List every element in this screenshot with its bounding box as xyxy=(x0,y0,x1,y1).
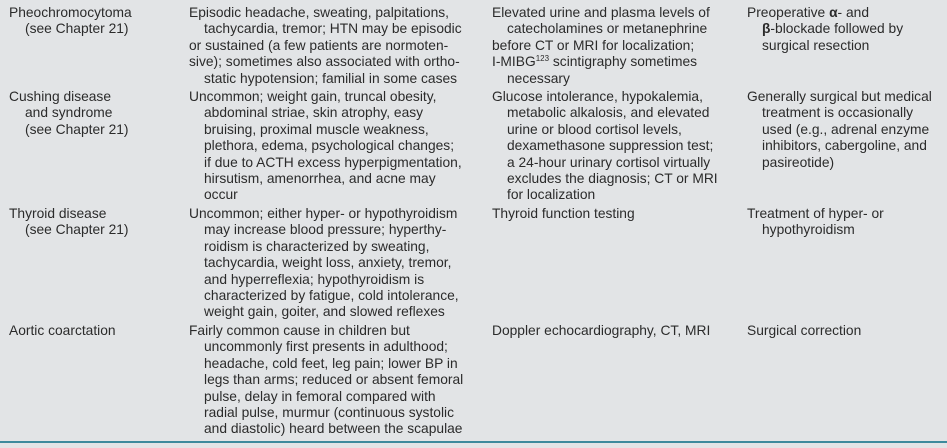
diagnosis-line: for localization xyxy=(507,187,596,203)
diagnosis-line: necessary xyxy=(507,70,570,86)
diagnosis-line: Elevated urine and plasma levels of xyxy=(492,5,710,20)
treatment-line: used (e.g., adrenal enzyme xyxy=(762,121,930,137)
treatment-line: inhibitors, cabergoline, and xyxy=(762,138,927,154)
condition-name: Thyroid disease xyxy=(9,206,107,221)
treatment-cell xyxy=(747,323,861,339)
condition-cell xyxy=(9,206,129,239)
features-line: Episodic headache, sweating, palpitations, xyxy=(189,5,450,20)
condition-reference: (see Chapter 21) xyxy=(25,222,129,238)
condition-name: Pheochromocytoma xyxy=(9,5,132,20)
treatment-text: -blockade followed by xyxy=(770,21,904,37)
diagnosis-text: I-MIBG xyxy=(492,54,536,70)
treatment-text: - and xyxy=(837,5,869,20)
features-line: hirsutism, amenorrhea, and acne may xyxy=(204,171,436,187)
diagnosis-line: urine or blood cortisol levels, xyxy=(507,121,682,137)
diagnosis-cell xyxy=(492,89,718,204)
treatment-cell xyxy=(747,5,903,54)
beta-symbol: β xyxy=(762,21,771,37)
features-line: may increase blood pressure; hyperthy- xyxy=(204,222,447,238)
diagnosis-cell xyxy=(492,5,710,87)
diagnosis-line: Thyroid function testing xyxy=(492,206,635,221)
features-cell xyxy=(189,89,462,204)
diagnosis-line: metabolic alkalosis, and elevated xyxy=(507,105,710,121)
diagnosis-line: dexamethasone suppression test; xyxy=(507,138,714,154)
features-line: sive); sometimes also associated with ortho- xyxy=(189,54,460,70)
condition-name: and syndrome xyxy=(25,105,113,121)
features-line: and hyperreflexia; hypothyroidism is xyxy=(204,271,425,287)
features-line: occur xyxy=(204,187,238,203)
features-line: if due to ACTH excess hyperpigmentation, xyxy=(204,154,462,170)
features-line: tachycardia, weight loss, anxiety, tremor, xyxy=(204,255,452,271)
treatment-line: hypothyroidism xyxy=(762,222,855,238)
condition-cell xyxy=(9,89,129,138)
treatment-line: Surgical correction xyxy=(747,323,862,338)
treatment-line: pasireotide) xyxy=(762,154,835,170)
condition-name: Cushing disease xyxy=(9,89,112,104)
condition-reference: (see Chapter 21) xyxy=(25,121,129,137)
features-line: headache, cold feet, leg pain; lower BP in xyxy=(204,355,458,371)
features-line: and diastolic) heard between the scapulae xyxy=(204,421,463,437)
table-bottom-rule xyxy=(0,441,947,443)
features-line: Uncommon; weight gain, truncal obesity, xyxy=(189,89,437,104)
treatment-line: treatment is occasionally xyxy=(762,105,914,121)
treatment-line xyxy=(747,21,903,37)
diagnosis-cell xyxy=(492,323,710,339)
features-line: characterized by fatigue, cold intolerance, xyxy=(204,288,459,304)
features-cell xyxy=(189,5,462,87)
features-line: radial pulse, murmur (continuous systolic xyxy=(204,405,454,421)
diagnosis-line: a 24-hour urinary cortisol virtually xyxy=(507,154,711,170)
features-line: bruising, proximal muscle weakness, xyxy=(204,121,429,137)
diagnosis-text: scintigraphy sometimes xyxy=(549,54,698,70)
treatment-line xyxy=(747,5,903,21)
diagnosis-line: before CT or MRI for localization; xyxy=(492,37,695,53)
features-line: uncommonly first presents in adulthood; xyxy=(204,339,448,355)
treatment-line: Treatment of hyper- or xyxy=(747,206,884,221)
isotope-superscript: 123 xyxy=(535,54,550,64)
treatment-line: surgical resection xyxy=(762,37,870,53)
features-line: Uncommon; either hyper- or hypothyroidism xyxy=(189,206,458,221)
features-line: tachycardia, tremor; HTN may be episodic xyxy=(204,21,462,37)
features-cell xyxy=(189,206,459,321)
features-cell xyxy=(189,323,463,438)
treatment-cell xyxy=(747,206,884,239)
treatment-line: Generally surgical but medical xyxy=(747,89,932,104)
alpha-symbol: α xyxy=(829,5,838,20)
condition-cell xyxy=(9,323,116,339)
diagnosis-line xyxy=(492,54,710,70)
features-line: static hypotension; familial in some cases xyxy=(204,70,458,86)
features-line: roidism is characterized by sweating, xyxy=(204,238,430,254)
features-line: Fairly common cause in children but xyxy=(189,323,410,338)
diagnosis-line: excludes the diagnosis; CT or MRI xyxy=(507,171,718,187)
diagnosis-line: catecholamines or metanephrine xyxy=(507,21,708,37)
features-line: legs than arms; reduced or absent femoral xyxy=(204,372,464,388)
features-line: plethora, edema, psychological changes; xyxy=(204,138,455,154)
condition-name: Aortic coarctation xyxy=(9,323,116,338)
diagnosis-line: Glucose intolerance, hypokalemia, xyxy=(492,89,703,104)
features-line: weight gain, goiter, and slowed reflexes xyxy=(204,304,445,320)
condition-cell xyxy=(9,5,132,38)
treatment-cell xyxy=(747,89,932,171)
treatment-text: Preoperative xyxy=(747,5,830,20)
features-line: abdominal striae, skin atrophy, easy xyxy=(204,105,424,121)
diagnosis-cell xyxy=(492,206,635,222)
features-line: pulse, delay in femoral compared with xyxy=(204,388,436,404)
features-line: or sustained (a few patients are normoten- xyxy=(189,37,449,53)
condition-reference: (see Chapter 21) xyxy=(25,21,129,37)
diagnosis-line: Doppler echocardiography, CT, MRI xyxy=(492,323,711,338)
